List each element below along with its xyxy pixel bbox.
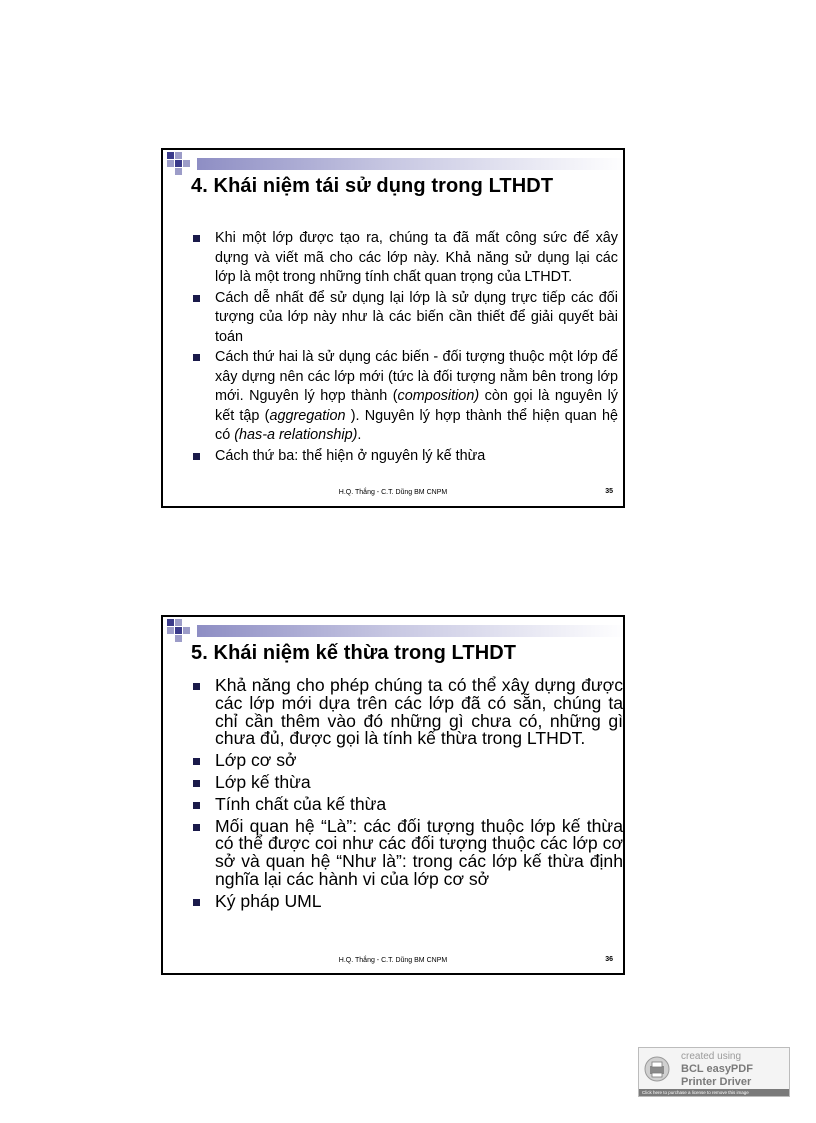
slide-footer: H.Q. Thắng - C.T. Dũng BM CNPM <box>338 957 448 964</box>
watermark-line3: Printer Driver <box>681 1076 752 1088</box>
watermark-purchase-link[interactable]: Click here to purchase a license to remove this image <box>639 1089 789 1096</box>
slide-title: 4. Khái niệm tái sử dụng trong LTHDT <box>191 175 554 197</box>
slide-footer: H.Q. Thắng - C.T. Dũng BM CNPM <box>338 489 448 496</box>
bullet-item: Lớp kế thừa <box>193 774 623 792</box>
bullet-list <box>193 677 623 915</box>
bullet-item: Cách dễ nhất để sử dụng lại lớp là sử dụng trực tiếp các đối tượng của lớp này như là các biến cần thiết để giải quyết bài toán <box>193 289 618 348</box>
bullet-item: Cách thứ hai là sử dụng các biến - đối tượng thuộc một lớp để xây dựng nên các lớp mới (tức là đối tượng nằm bên trong lớp mới. Nguyên lý hợp thành (composition) còn gọi là nguyên lý kết tập (aggregation ). Nguyên lý hợp thành thể hiện quan hệ có (has-a relationship). <box>193 348 618 446</box>
watermark-line2: BCL easyPDF <box>681 1063 753 1075</box>
bullet-item: Cách thứ ba: thể hiện ở nguyên lý kế thừa <box>193 447 618 467</box>
title-decoration <box>167 619 625 641</box>
bullet-item: Mối quan hệ “Là”: các đối tượng thuộc lớp kế thừa có thể được coi như các đối tượng thuộc các lớp cơ sở và quan hệ “Như là”: trong các lớp kế thừa định nghĩa lại các hành vi của lớp cơ sở <box>193 818 623 889</box>
page-number: 36 <box>605 956 613 963</box>
bullet-item: Lớp cơ sở <box>193 752 623 770</box>
bullet-item: Khả năng cho phép chúng ta có thể xây dựng được các lớp mới dựa trên các lớp đã có sẵn, chúng ta chỉ cần thêm vào đó những gì chưa có, những gì chưa đủ, được gọi là tính kế thừa trong LTHDT. <box>193 677 623 748</box>
bullet-list <box>193 229 618 467</box>
bullet-item: Ký pháp UML <box>193 893 623 911</box>
easypdf-watermark[interactable] <box>638 1047 790 1097</box>
watermark-line1: created using <box>681 1051 742 1062</box>
slide-36 <box>161 615 625 975</box>
title-decoration <box>167 152 625 174</box>
page-number: 35 <box>605 488 613 495</box>
slide-title: 5. Khái niệm kế thừa trong LTHDT <box>191 642 517 664</box>
printer-icon <box>644 1054 670 1084</box>
bullet-item: Tính chất của kế thừa <box>193 796 623 814</box>
slide-35 <box>161 148 625 508</box>
bullet-item: Khi một lớp được tạo ra, chúng ta đã mất công sức để xây dựng và viết mã cho các lớp này. Khả năng sử dụng lại các lớp là một trong những tính chất quan trọng của LTHDT. <box>193 229 618 288</box>
